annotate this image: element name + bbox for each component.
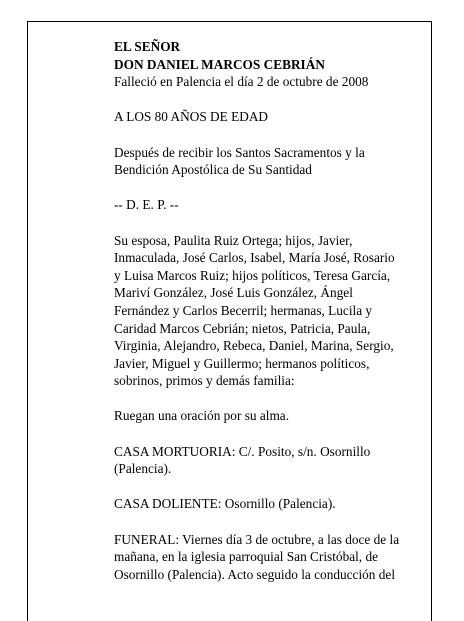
casa-mortuoria: CASA MORTUORIA: C/. Posito, s/n. Osornillo (Palencia). (114, 443, 371, 477)
rip-line: -- D. E. P. -- (114, 197, 179, 213)
age-line: A LOS 80 AÑOS DE EDAD (114, 109, 269, 125)
funeral-paragraph: FUNERAL: Viernes día 3 de octubre, a las doce de la mañana, en la iglesia parroquial San Cristóbal, de Osornillo (Palencia). Acto seguido la conducción del (114, 531, 400, 582)
title-line-1: EL SEÑOR (114, 39, 181, 54)
obituary-notice (114, 38, 404, 583)
prayer-line: Ruegan una oración por su alma. (114, 408, 290, 424)
family-paragraph: Su esposa, Paulita Ruiz Ortega; hijos, Javier, Inmaculada, José Carlos, Isabel, María José, Rosario y Luisa Marcos Ruiz; hijos políticos, Teresa García, Mariví González, José Luis González, Ángel Fernández y Carlos Becerril; hermanas, Lucila y Caridad Marcos Cebrián; nietos, Patricia, Paula, Virginia, Alejandro, Rebeca, Daniel, Marina, Sergio, Javier, Miguel y Guillermo; hermanos políticos, sobrinos, primos y demás familia: (114, 232, 395, 389)
sacraments-paragraph: Después de recibir los Santos Sacramentos y la Bendición Apostólica de Su Santidad (114, 144, 365, 178)
title-line-2: DON DANIEL MARCOS CEBRIÁN (114, 56, 325, 72)
casa-doliente: CASA DOLIENTE: Osornillo (Palencia). (114, 496, 336, 512)
death-line: Falleció en Palencia el día 2 de octubre de 2008 (114, 74, 369, 90)
